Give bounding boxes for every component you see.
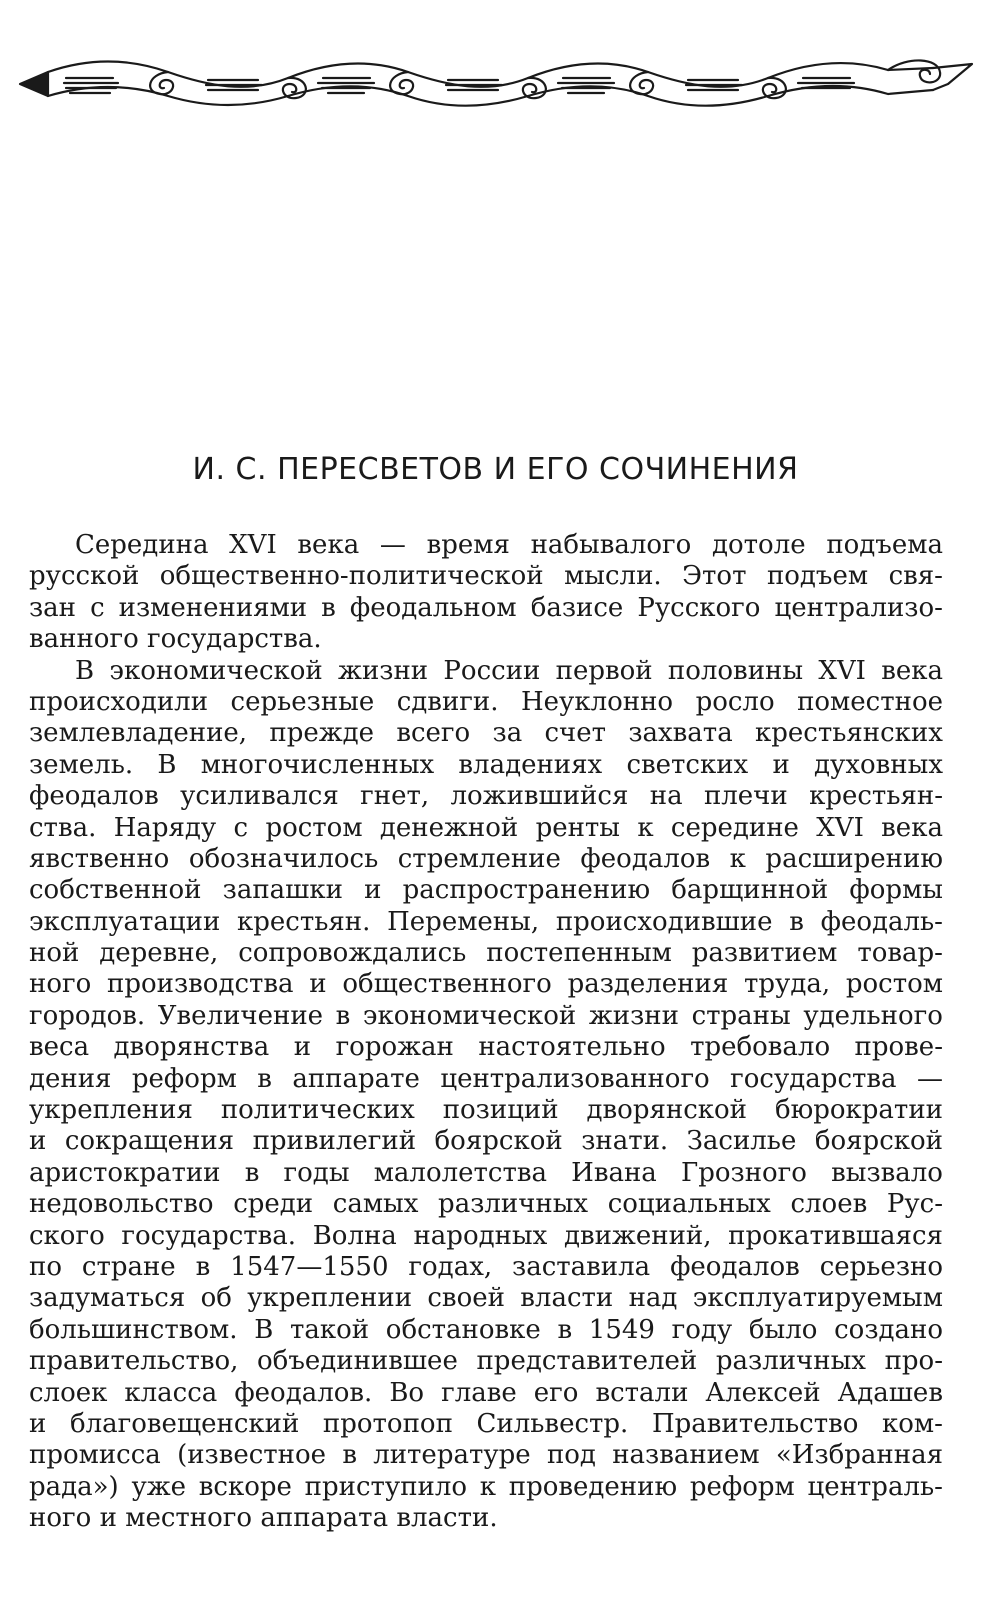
word: экономической xyxy=(362,1000,577,1031)
word: ной xyxy=(29,938,80,969)
word: поместное xyxy=(797,686,943,717)
word: сокращения xyxy=(64,1126,235,1157)
word: реформ xyxy=(131,1063,237,1094)
word: экономической xyxy=(109,655,323,686)
word: усиливался xyxy=(180,781,339,812)
text-line xyxy=(29,561,943,592)
word: века xyxy=(297,530,360,560)
word: землевладение, xyxy=(29,718,248,749)
word: всего xyxy=(396,718,471,749)
text-line xyxy=(29,969,943,1000)
word: дворянской xyxy=(586,1095,747,1126)
word: середине xyxy=(670,812,799,843)
word: прокатившаяся xyxy=(728,1220,943,1251)
word: задуматься xyxy=(29,1283,186,1314)
word: названием xyxy=(612,1440,760,1471)
word: счет xyxy=(544,718,607,749)
word: феодальном xyxy=(349,592,517,623)
word: — xyxy=(916,1063,943,1094)
word: общественно-политической xyxy=(159,561,544,592)
word: деревне, xyxy=(99,938,219,969)
word: и xyxy=(772,749,790,780)
word: встали xyxy=(595,1377,689,1408)
word: запашки xyxy=(222,875,343,906)
word: централизованного xyxy=(440,1063,710,1094)
word: феодаль- xyxy=(820,906,943,937)
text-line xyxy=(29,938,943,969)
word: века xyxy=(881,655,943,686)
word: и xyxy=(29,1408,47,1439)
word: бюрократии xyxy=(774,1095,943,1126)
word: за xyxy=(492,718,523,749)
word: в xyxy=(342,1440,357,1471)
text-line xyxy=(29,875,943,906)
word: по xyxy=(29,1251,62,1282)
word: движений, xyxy=(563,1220,712,1251)
word: плечи xyxy=(703,781,788,812)
word: земель. xyxy=(29,749,134,780)
word: труда, xyxy=(744,969,831,1000)
paragraph xyxy=(29,530,943,656)
word: XVI xyxy=(229,530,277,560)
page-title: И. С. ПЕРЕСВЕТОВ И ЕГО СОЧИНЕНИЯ xyxy=(192,452,799,487)
text-line xyxy=(29,624,943,655)
text-line xyxy=(29,1032,943,1063)
word: в xyxy=(789,906,804,937)
word: Перемены, xyxy=(387,906,540,937)
word: обстановке xyxy=(385,1314,541,1345)
word: Рус- xyxy=(886,1189,943,1220)
word: аппарата xyxy=(260,1503,389,1534)
word: требовало xyxy=(690,1032,831,1063)
word: аппарате xyxy=(292,1063,420,1094)
word: промисса xyxy=(29,1440,161,1471)
word: было xyxy=(748,1314,818,1345)
word: эксплуатируемым xyxy=(692,1283,943,1314)
word: базисе xyxy=(530,592,624,623)
word: прове- xyxy=(854,1032,943,1063)
word: зан xyxy=(29,592,77,623)
word: века xyxy=(881,812,943,843)
word: набывалого xyxy=(530,530,692,560)
word: благовещенский xyxy=(69,1408,300,1439)
word: удельного xyxy=(803,1000,943,1031)
word: ложившийся xyxy=(450,781,629,812)
word: Во xyxy=(389,1377,425,1408)
word: литературе xyxy=(373,1440,531,1471)
text-line xyxy=(29,718,943,749)
word: явственно xyxy=(29,843,170,874)
word: централь- xyxy=(807,1471,943,1502)
word: «Избранная xyxy=(775,1440,943,1471)
word: серьезно xyxy=(819,1251,943,1282)
text-line xyxy=(29,1503,943,1534)
word: светских xyxy=(626,749,749,780)
word: ком- xyxy=(882,1408,943,1439)
word: власти. xyxy=(396,1503,498,1534)
word: Адашев xyxy=(837,1377,943,1408)
word: различных xyxy=(715,1346,866,1377)
word: России xyxy=(443,655,541,686)
word: с xyxy=(90,592,105,623)
text-line xyxy=(29,1472,943,1503)
word: крестьян- xyxy=(809,781,943,812)
word: серьезные xyxy=(230,686,375,717)
word: на xyxy=(649,781,683,812)
text-line xyxy=(29,1252,943,1283)
word: постепенным xyxy=(486,938,672,969)
word: дворянства xyxy=(113,1032,270,1063)
word: дения xyxy=(29,1063,112,1094)
word: происходившие xyxy=(555,906,773,937)
word: Грозного xyxy=(681,1157,807,1188)
word: товар- xyxy=(857,938,943,969)
text-line xyxy=(29,1378,943,1409)
word: сопровождались xyxy=(238,938,467,969)
word: укреплении xyxy=(247,1283,413,1314)
scroll-ornament-icon xyxy=(18,50,974,110)
word: над xyxy=(628,1283,678,1314)
word: создано xyxy=(834,1314,943,1345)
word: Середина xyxy=(75,530,209,560)
word: Ивана xyxy=(571,1157,657,1188)
word: ства. xyxy=(29,812,97,843)
word: протопоп xyxy=(322,1408,453,1439)
word: жизни xyxy=(338,655,429,686)
word: мысли. xyxy=(564,561,662,592)
word: (известное xyxy=(177,1440,327,1471)
word: в xyxy=(321,592,336,623)
word: Увеличение xyxy=(157,1000,324,1031)
word: слоек xyxy=(29,1377,108,1408)
word: вызвало xyxy=(831,1157,943,1188)
word: различных xyxy=(438,1189,589,1220)
word: время xyxy=(426,530,510,560)
word: под xyxy=(546,1440,596,1471)
text-line xyxy=(29,750,943,781)
text-line xyxy=(29,813,943,844)
word: эксплуатации xyxy=(29,906,221,937)
word: распространению xyxy=(402,875,651,906)
word: рада») xyxy=(29,1471,119,1502)
word: аристократии xyxy=(29,1157,221,1188)
word: знати. xyxy=(581,1126,669,1157)
word: сдвиги. xyxy=(396,686,499,717)
word: русской xyxy=(29,561,140,592)
word: про- xyxy=(884,1346,943,1377)
word: объединившее xyxy=(257,1346,458,1377)
word: позиций xyxy=(442,1095,559,1126)
word: феодалов. xyxy=(234,1377,373,1408)
text-line xyxy=(29,1440,943,1471)
word: подъема xyxy=(826,530,943,560)
word: ренты xyxy=(535,812,620,843)
word: первой xyxy=(555,655,653,686)
word: городов. xyxy=(29,1000,146,1031)
word: в xyxy=(557,1314,573,1345)
word: его xyxy=(533,1377,579,1408)
word: стране xyxy=(81,1251,176,1282)
text-line xyxy=(29,1315,943,1346)
paragraph xyxy=(29,656,943,1535)
word: феодалов xyxy=(29,781,159,812)
word: власти xyxy=(520,1283,614,1314)
word: правительство, xyxy=(29,1346,239,1377)
word: и xyxy=(99,1503,117,1534)
word: об xyxy=(200,1283,232,1314)
text-line xyxy=(29,1001,943,1032)
word: реформ xyxy=(689,1471,795,1502)
word: многочисленных xyxy=(200,749,435,780)
text-line xyxy=(29,656,943,687)
word: государства. xyxy=(147,624,322,655)
text-line xyxy=(29,1283,943,1314)
text-line xyxy=(29,1221,943,1252)
word: народных xyxy=(413,1220,548,1251)
word: централизо- xyxy=(774,592,943,623)
text-line xyxy=(29,781,943,812)
word: росло xyxy=(695,686,775,717)
word: политических xyxy=(220,1095,415,1126)
word: Засилье xyxy=(686,1126,797,1157)
word: большинством. xyxy=(29,1314,238,1345)
word: к xyxy=(729,843,746,874)
word: местного xyxy=(125,1503,253,1534)
word: половины xyxy=(667,655,804,686)
word: ростом xyxy=(845,969,943,1000)
word: формы xyxy=(849,875,943,906)
word: изменениями xyxy=(118,592,308,623)
word: такой xyxy=(290,1314,370,1345)
word: Сильвестр. xyxy=(476,1408,629,1439)
word: страны xyxy=(691,1000,791,1031)
word: главе xyxy=(441,1377,517,1408)
word: 1549 xyxy=(588,1314,655,1345)
word: слоев xyxy=(790,1189,868,1220)
word: Алексей xyxy=(705,1377,821,1408)
word: боярской xyxy=(434,1126,563,1157)
word: В xyxy=(254,1314,274,1345)
word: Наряду xyxy=(113,812,217,843)
word: общественного xyxy=(342,969,552,1000)
word: и xyxy=(293,1032,312,1063)
word: денежной xyxy=(379,812,519,843)
word: — xyxy=(379,530,406,560)
word: к xyxy=(637,812,654,843)
word: В xyxy=(157,749,177,780)
word: привилегий xyxy=(252,1126,417,1157)
word: и xyxy=(309,969,327,1000)
word: стремление xyxy=(397,843,561,874)
word: дотоле xyxy=(712,530,806,560)
text-line xyxy=(29,1409,943,1440)
word: свя- xyxy=(888,561,943,592)
word: в xyxy=(257,1063,272,1094)
word: приступило xyxy=(304,1471,468,1502)
word: горожан xyxy=(335,1032,454,1063)
word: своей xyxy=(427,1283,505,1314)
word: уже xyxy=(131,1471,187,1502)
word: с xyxy=(233,812,249,843)
word: жизни xyxy=(588,1000,679,1031)
word: расширению xyxy=(765,843,943,874)
word: социальных xyxy=(607,1189,771,1220)
word: самых xyxy=(332,1189,419,1220)
word: ского xyxy=(29,1220,105,1251)
word: ного xyxy=(29,969,92,1000)
word: государства. xyxy=(121,1220,297,1251)
word: боярской xyxy=(814,1126,943,1157)
text-line xyxy=(29,1189,943,1220)
word: крестьян. xyxy=(237,906,371,937)
word: веса xyxy=(29,1032,90,1063)
word: подъем xyxy=(766,561,869,592)
word: происходили xyxy=(29,686,209,717)
word: ванного xyxy=(29,624,139,655)
word: духовных xyxy=(814,749,943,780)
text-line xyxy=(29,1158,943,1189)
word: годы xyxy=(283,1157,350,1188)
word: Этот xyxy=(682,561,747,592)
word: ростом xyxy=(265,812,363,843)
word: и xyxy=(29,1126,47,1157)
word: развитием xyxy=(691,938,838,969)
text-line xyxy=(29,530,943,561)
word: ного xyxy=(29,1503,92,1534)
word: в xyxy=(195,1251,211,1282)
word: обозначилось xyxy=(188,843,379,874)
word: Правительство xyxy=(651,1408,859,1439)
word: Неуклонно xyxy=(520,686,674,717)
word: класса xyxy=(124,1377,218,1408)
text-line xyxy=(29,687,943,718)
word: XVI xyxy=(816,812,864,843)
word: барщинной xyxy=(671,875,829,906)
word: заставила xyxy=(512,1251,651,1282)
word: собственной xyxy=(29,875,202,906)
word: Русского xyxy=(637,592,761,623)
text-line xyxy=(29,1346,943,1377)
word: проведению xyxy=(508,1471,678,1502)
word: вскоре xyxy=(198,1471,292,1502)
word: владениях xyxy=(458,749,603,780)
word: к xyxy=(479,1471,497,1502)
text-line xyxy=(29,1064,943,1095)
word: и xyxy=(364,875,382,906)
word: феодалов xyxy=(580,843,711,874)
text-line xyxy=(29,593,943,624)
word: в xyxy=(335,1000,351,1031)
word: представителей xyxy=(476,1346,698,1377)
word: малолетства xyxy=(373,1157,547,1188)
text-line xyxy=(29,907,943,938)
word: разделения xyxy=(567,969,729,1000)
word: гнет, xyxy=(360,781,430,812)
word: феодалов xyxy=(670,1251,800,1282)
word: среди xyxy=(233,1189,314,1220)
text-line xyxy=(29,1126,943,1157)
word: недовольство xyxy=(29,1189,214,1220)
word: крестьянских xyxy=(755,718,943,749)
word: В xyxy=(75,655,95,686)
word: годах, xyxy=(408,1251,493,1282)
word: прежде xyxy=(269,718,375,749)
word: XVI xyxy=(818,655,866,686)
text-line xyxy=(29,844,943,875)
word: настоятельно xyxy=(478,1032,666,1063)
text-line xyxy=(29,1095,943,1126)
word: производства xyxy=(107,969,294,1000)
word: захвата xyxy=(628,718,733,749)
word: укрепления xyxy=(29,1095,193,1126)
word: 1547—1550 xyxy=(230,1251,389,1282)
chapter-body-text xyxy=(29,530,943,1535)
word: в xyxy=(244,1157,260,1188)
word: Волна xyxy=(312,1220,397,1251)
word: году xyxy=(671,1314,733,1345)
word: государства xyxy=(730,1063,897,1094)
